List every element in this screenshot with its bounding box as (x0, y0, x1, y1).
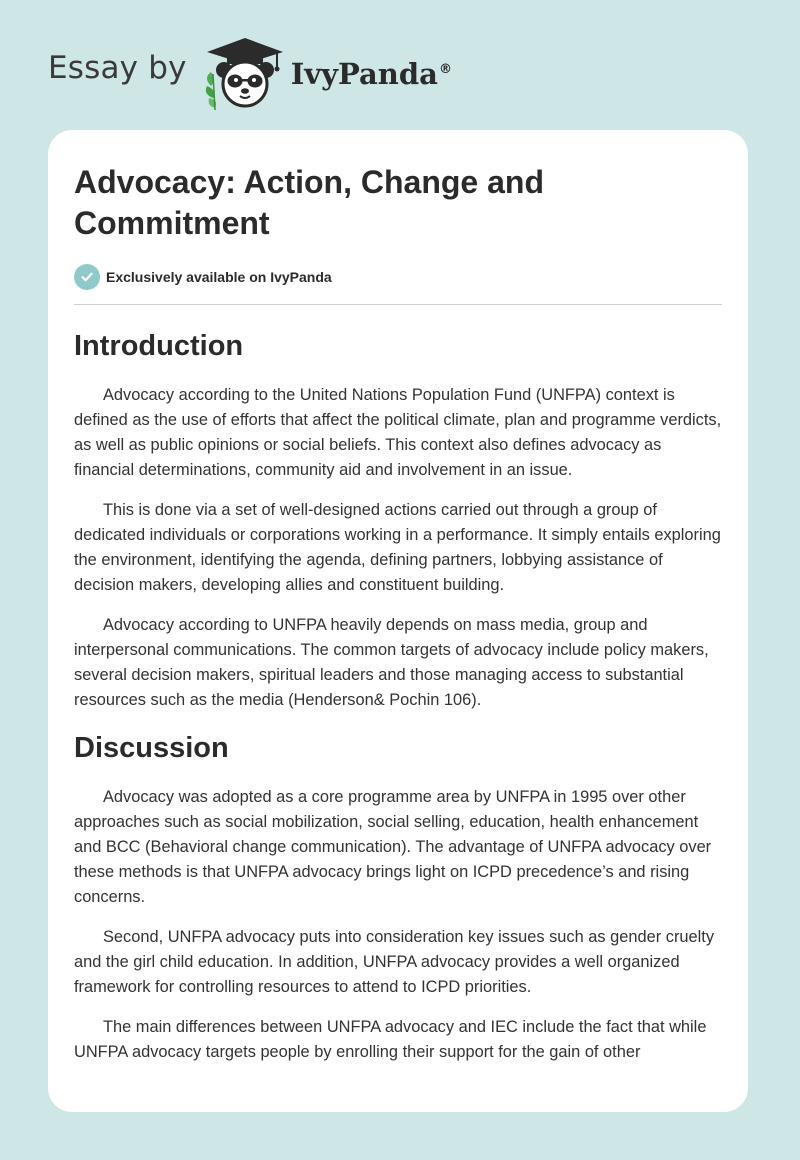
paragraph: Advocacy was adopted as a core programme area by UNFPA in 1995 over other approaches such as social mobilization, social selling, education, health enhancement and BCC (Behavioral change communication). The advantage of UNFPA advocacy over these methods is that UNFPA advocacy brings light on ICPD precedence’s and rising concerns. (74, 788, 712, 906)
panda-graduate-icon (197, 34, 287, 112)
essay-card (48, 130, 748, 1112)
paragraph: Second, UNFPA advocacy puts into consideration key issues such as gender cruelty and the girl child education. In addition, UNFPA advocacy provides a well organized framework for controlling resources to attend to ICPD priorities. (74, 928, 715, 996)
paragraph: The main differences between UNFPA advocacy and IEC include the fact that while UNFPA advocacy targets people by enrolling their support for the gain of other (74, 1018, 707, 1061)
exclusive-badge-text: Exclusively available on IvyPanda (106, 269, 332, 285)
paragraph: Advocacy according to UNFPA heavily depends on mass media, group and interpersonal communications. The common targets of advocacy include policy makers, several decision makers, spiritual leaders and those managing access to substantial resources such as the media (Henderson& Pochin 106). (74, 616, 709, 709)
section-introduction (74, 329, 722, 713)
paragraph: Advocacy according to the United Nations Population Fund (UNFPA) context is defined as the use of efforts that affect the political climate, plan and programme verdicts, as well as public opinions or social beliefs. This context also defines advocacy as financial determinations, community aid and involvement in an issue. (74, 386, 722, 479)
registered-mark: ® (438, 62, 452, 78)
exclusive-badge (74, 264, 722, 290)
section-heading: Discussion (74, 732, 229, 764)
divider (74, 304, 722, 305)
brand-name (291, 57, 452, 91)
page-title: Advocacy: Action, Change and Commitment (74, 164, 544, 241)
brand-prefix: Essay by (48, 50, 187, 86)
paragraph: This is done via a set of well-designed actions carried out through a group of dedicated individuals or corporations working in a performance. It simply entails exploring the environment, identifying the agenda, defining partners, lobbying assistance of decision makers, developing allies and constituent building. (74, 501, 721, 594)
section-discussion (74, 731, 722, 1065)
check-circle-icon (74, 264, 100, 290)
brand-name-text: IvyPanda (290, 57, 438, 91)
section-heading: Introduction (74, 330, 244, 362)
brand-header[interactable] (48, 34, 452, 112)
